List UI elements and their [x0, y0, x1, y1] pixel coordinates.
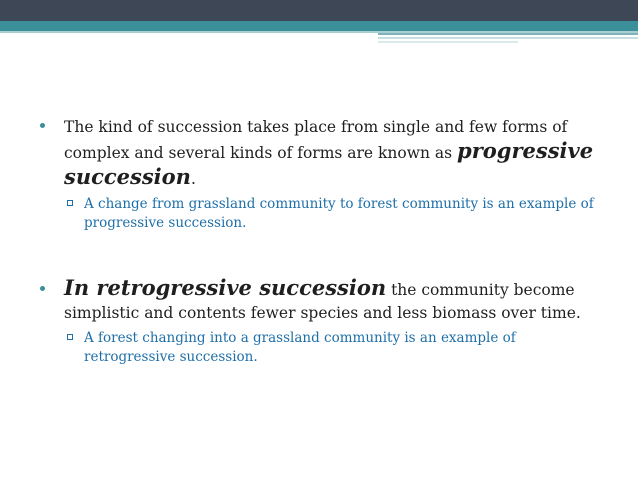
bullet-text: The kind of succession takes place from single and few forms of complex and several kinds of forms are known as — [64, 118, 568, 162]
bullet-text-end: . — [190, 170, 196, 188]
square-bullet-icon — [67, 200, 73, 206]
header-stripe — [378, 41, 518, 43]
sub-bullet-text: A change from grassland community to forest community is an example of progressive succession. — [84, 196, 594, 231]
bullet-progressive — [40, 116, 596, 191]
sub-bullet-progressive — [40, 195, 596, 233]
bullet-dot-icon — [40, 123, 45, 128]
bullet-emphasis: In retrogressive succession — [64, 275, 387, 300]
bullet-retrogressive — [40, 276, 596, 325]
sub-bullet-text: A forest changing into a grassland community is an example of retrogressive succession. — [84, 330, 516, 365]
sub-bullet-retrogressive — [40, 329, 596, 367]
header-band-dark — [0, 0, 638, 21]
slide-content — [40, 116, 596, 367]
header-stripe — [378, 33, 638, 35]
bullet-text: the community become simplistic and contents fewer species and less biomass over time. — [64, 281, 581, 322]
header-band-teal — [0, 21, 638, 31]
bullet-emphasis: progressive succession — [64, 138, 594, 189]
header-stripe — [378, 37, 638, 39]
bullet-dot-icon — [40, 286, 45, 291]
square-bullet-icon — [67, 334, 73, 340]
